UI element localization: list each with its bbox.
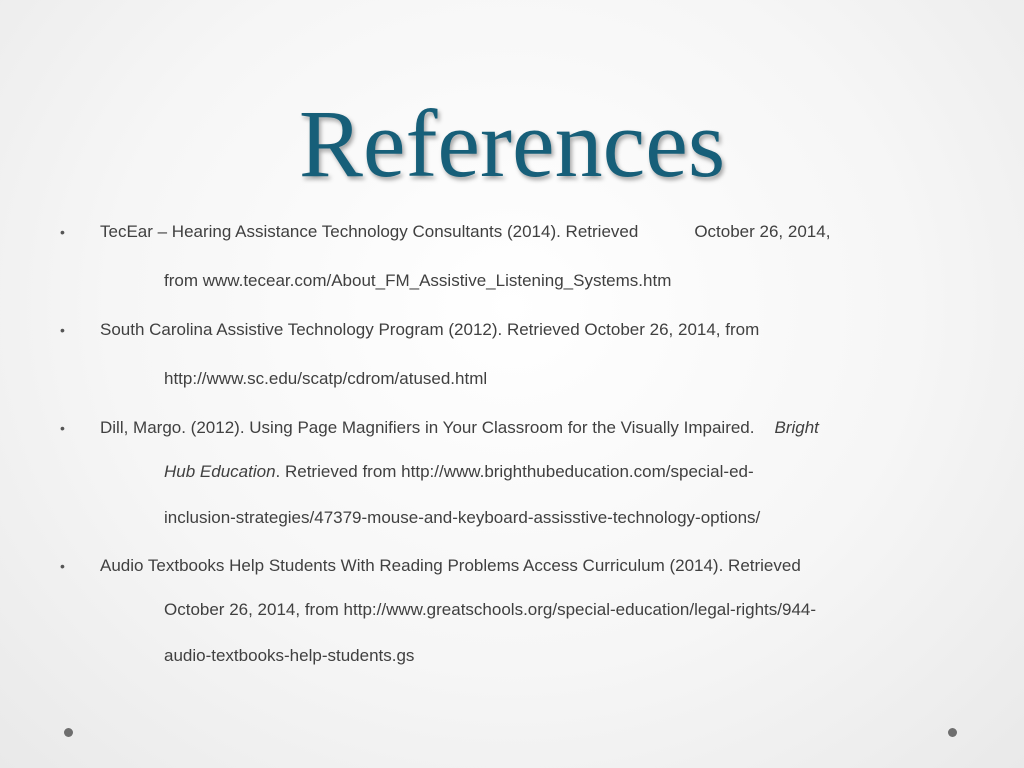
reference-1-line-2: from www.tecear.com/About_FM_Assistive_Listening_Systems.htm	[164, 271, 672, 290]
reference-4-line-3: audio-textbooks-help-students.gs	[164, 646, 415, 665]
right-corner-dot-icon	[948, 728, 957, 737]
reference-3-text: Dill, Margo. (2012). Using Page Magnifiers in Your Classroom for the Visually Impaired.	[100, 418, 755, 437]
left-corner-dot-icon	[64, 728, 73, 737]
reference-2-line-2: http://www.sc.edu/scatp/cdrom/atused.html	[164, 369, 488, 388]
reference-3-line-1	[100, 418, 819, 438]
reference-2-line-1: South Carolina Assistive Technology Program (2012). Retrieved October 26, 2014, from	[100, 320, 760, 339]
reference-1-date: October 26, 2014,	[694, 222, 831, 241]
reference-3-retrieved: . Retrieved from http://www.brighthubeducation.com/special-ed-	[275, 462, 754, 481]
slide-title: References	[298, 90, 726, 197]
reference-4-line-2: October 26, 2014, from http://www.greatschools.org/special-education/legal-rights/944-	[164, 600, 817, 619]
reference-3-publication: Bright	[774, 418, 819, 437]
reference-3-line-2	[164, 462, 754, 482]
reference-3-publication-cont: Hub Education	[164, 462, 276, 481]
reference-4-line-1: Audio Textbooks Help Students With Reading Problems Access Curriculum (2014). Retrieved	[100, 556, 801, 575]
bullet-icon: •	[60, 558, 65, 574]
bullet-icon: •	[60, 224, 65, 240]
reference-1-line-1	[100, 222, 830, 242]
reference-3-line-3: inclusion-strategies/47379-mouse-and-keyboard-assisstive-technology-options/	[164, 508, 761, 527]
reference-1-text: TecEar – Hearing Assistance Technology Consultants (2014). Retrieved	[100, 222, 639, 241]
bullet-icon: •	[60, 420, 65, 436]
bullet-icon: •	[60, 322, 65, 338]
